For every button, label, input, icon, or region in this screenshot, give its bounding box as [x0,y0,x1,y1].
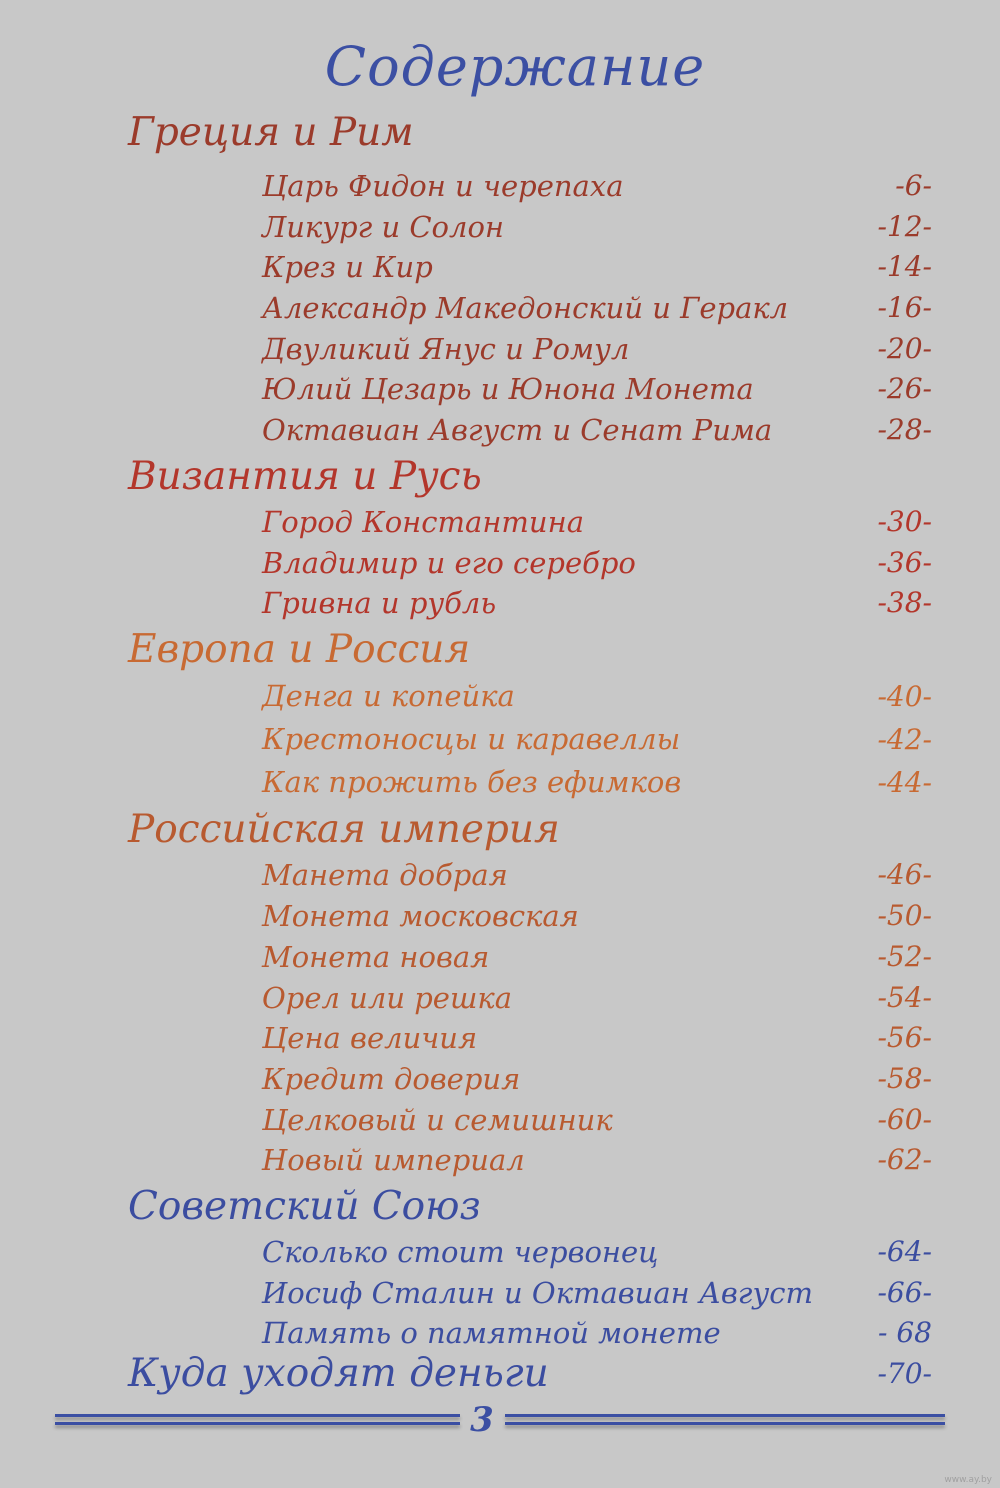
toc-entry-title: Город Константина [262,504,584,539]
toc-entry-page-number: -54- [877,980,932,1014]
section-heading[interactable] [0,451,1000,502]
toc-section [0,107,1000,451]
toc-entry-title: Целковый и семишник [262,1102,613,1137]
toc-entry-title: Александр Македонский и Геракл [262,291,789,326]
toc-section [0,1181,1000,1354]
toc-entry-page-number: -26- [877,372,932,406]
toc-entry-title: Гривна и рубль [262,586,497,621]
section-heading[interactable] [0,1181,1000,1232]
toc-entry-title: Память о памятной монете [262,1316,721,1351]
toc-entry-title: Ликург и Солон [262,209,505,244]
toc-entry-page-number: -14- [877,250,932,284]
section-heading-label: Российская империя [128,807,560,853]
toc-entry[interactable] [0,166,1000,207]
toc-entry-page-number: -16- [877,291,932,325]
toc-section [0,1351,1000,1396]
toc-entry-title: Орел или решка [262,980,513,1015]
toc-entry-page-number: -58- [877,1061,932,1095]
toc-entry-page-number: -62- [877,1143,932,1177]
toc-entry[interactable] [0,896,1000,937]
toc-entry-title: Цена величия [262,1021,478,1056]
toc-entry-page-number: -12- [877,209,932,243]
toc-entry-page-number: -44- [877,766,932,800]
toc-entry[interactable] [0,288,1000,329]
toc-entry-page-number: -20- [877,331,932,365]
watermark: www.ay.by [944,1475,992,1485]
toc-entry-page-number: -46- [877,858,932,892]
table-of-contents [0,107,1000,1394]
toc-entry[interactable] [0,502,1000,543]
toc-entry-page-number: -56- [877,1021,932,1055]
toc-entry[interactable] [0,329,1000,370]
toc-entry-page-number: -64- [877,1234,932,1268]
toc-entry-title: Двуликий Янус и Ромул [262,331,630,366]
toc-entry-title: Кредит доверия [262,1061,521,1096]
section-heading-label: Греция и Рим [128,110,414,155]
toc-entry[interactable] [0,369,1000,410]
toc-entry-page-number: -50- [877,899,932,933]
toc-entry[interactable] [0,207,1000,248]
toc-section [0,451,1000,624]
toc-entry-title: Новый империал [262,1143,525,1178]
toc-entry-title: Монета новая [262,939,490,974]
toc-entry[interactable] [0,1100,1000,1141]
toc-entry[interactable] [0,937,1000,978]
toc-entry-title: Владимир и его серебро [262,545,636,580]
page-number: 3 [470,1400,494,1440]
section-heading[interactable] [0,107,1000,158]
toc-entry[interactable] [0,543,1000,584]
footer-rule-left-bottom [55,1422,460,1425]
toc-entry-page-number: -38- [877,586,932,620]
toc-entry-title: Манета добрая [262,858,508,893]
section-heading[interactable] [0,1351,1000,1396]
toc-entry-title: Крестоносцы и каравеллы [262,722,681,757]
toc-entry[interactable] [0,247,1000,288]
section-page-number: -70- [877,1357,932,1390]
toc-entry-title: Сколько стоит червонец [262,1234,659,1269]
toc-entry[interactable] [0,855,1000,896]
toc-entry-title: Царь Фидон и черепаха [262,169,624,203]
toc-entry[interactable] [0,675,1000,718]
toc-section [0,624,1000,805]
section-heading-label: Византия и Русь [128,453,482,499]
toc-entry[interactable] [0,1059,1000,1100]
toc-entry-title: Монета московская [262,899,579,934]
toc-entry-page-number: - 68 [878,1316,932,1350]
toc-entry-title: Иосиф Сталин и Октавиан Август [262,1275,814,1310]
toc-entry[interactable] [0,718,1000,761]
section-heading-label: Европа и Россия [128,626,471,672]
toc-entry[interactable] [0,978,1000,1019]
toc-entry[interactable] [0,1313,1000,1354]
page-title: Содержание [324,35,706,98]
toc-entry[interactable] [0,1273,1000,1314]
toc-entry-page-number: -40- [877,679,932,713]
toc-entry[interactable] [0,583,1000,624]
toc-entry-title: Юлий Цезарь и Юнона Монета [262,372,754,407]
footer-rule-left-top [55,1414,460,1417]
toc-entry-title: Денга и копейка [262,678,515,713]
section-heading-label: Куда уходят деньги [128,1351,549,1396]
toc-entry[interactable] [0,1018,1000,1059]
toc-entry[interactable] [0,410,1000,451]
toc-entry-page-number: -36- [877,545,932,579]
footer-rule-right-top [505,1414,945,1417]
toc-entry[interactable] [0,1232,1000,1273]
toc-entry-page-number: -60- [877,1102,932,1136]
toc-entry-page-number: -28- [877,413,932,447]
section-heading[interactable] [0,804,1000,855]
toc-entry-title: Крез и Кир [262,250,433,285]
toc-entry-page-number: -42- [877,723,932,757]
toc-entry-title: Как прожить без ефимков [262,765,682,800]
toc-entry-page-number: -6- [895,169,932,202]
toc-entry-page-number: -52- [877,939,932,973]
section-heading[interactable] [0,624,1000,675]
toc-section [0,804,1000,1181]
toc-entry[interactable] [0,761,1000,804]
toc-entry-page-number: -66- [877,1275,932,1309]
toc-entry-title: Октавиан Август и Сенат Рима [262,413,773,448]
section-heading-label: Советский Союз [128,1183,481,1229]
toc-entry-page-number: -30- [877,504,932,538]
toc-entry[interactable] [0,1140,1000,1181]
footer-rule-right-bottom [505,1422,945,1425]
